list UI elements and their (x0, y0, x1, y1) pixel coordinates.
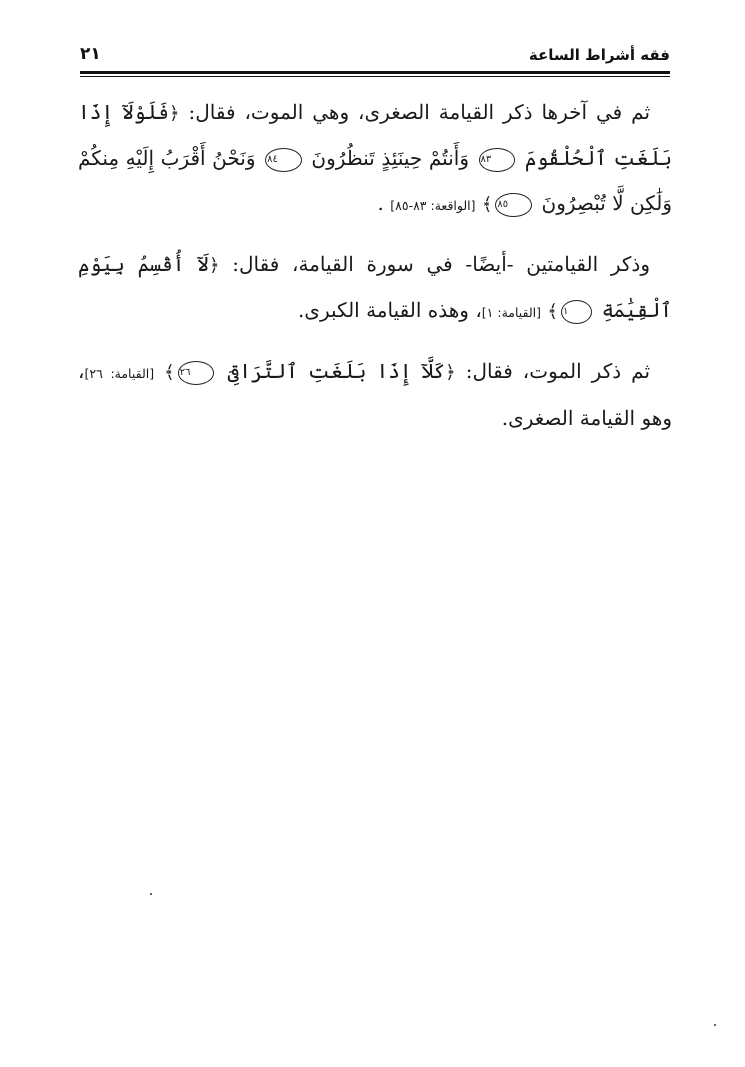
ornate-bracket-close: ﴾ (547, 301, 558, 322)
ayah-number-marker: ٢٦ (178, 361, 215, 385)
ayah-number-marker: ٨٥ (495, 193, 532, 217)
paragraph-3 (78, 349, 672, 441)
verse-reference: [القيامة: ٢٦] (84, 366, 155, 381)
paragraph-1 (78, 90, 672, 228)
ornate-bracket-close: ﴾ (164, 362, 175, 383)
quran-verse: لَآ أُقْسِمُ بِيَوْمِ ٱلْقِيَٰمَةِ (78, 252, 672, 322)
quran-verse: كَلَّآ إِذَا بَلَغَتِ ٱلتَّرَاقِىَ (227, 359, 446, 383)
verse-reference: [القيامة: ١] (481, 305, 542, 320)
ayah-number-marker: ١ (561, 300, 592, 324)
header-rule-thin (80, 76, 670, 77)
book-title: فقه أشراط الساعة (528, 46, 670, 64)
quran-verse: وَنَحْنُ أَقْرَبُ إِلَيْهِ مِنكُمْ وَلَٰكِن لَّا تُبْصِرُونَ (78, 146, 672, 215)
ornate-bracket-open: ﴿ (445, 362, 456, 383)
ayah-number-marker: ٨٤ (265, 148, 302, 172)
paragraph-2 (78, 242, 672, 335)
scan-speck (714, 1024, 716, 1026)
body-text (78, 90, 672, 455)
quran-verse: فَلَوْلَآ إِذَا بَلَغَتِ ٱلْحُلْقُومَ (78, 100, 673, 170)
header-rule-thick (80, 71, 670, 74)
paragraph-ending: . (377, 191, 384, 215)
paragraph-ending: ، وهو القيامة الصغرى. (78, 359, 672, 430)
verse-reference: [الواقعة: ٨٣-٨٥] (390, 198, 476, 213)
ayah-number-marker: ٨٣ (479, 148, 516, 172)
ornate-bracket-open: ﴿ (208, 255, 220, 276)
scan-speck (150, 893, 152, 895)
paragraph-intro: وذكر القيامتين -أيضًا- في سورة القيامة، فقال: (232, 252, 650, 276)
ornate-bracket-close: ﴾ (481, 194, 493, 215)
quran-verse: وَأَنتُمْ حِينَئِذٍ تَنظُرُونَ (311, 146, 469, 170)
running-header (80, 44, 670, 72)
paragraph-intro: ثم في آخرها ذكر القيامة الصغرى، وهي الموت، فقال: (188, 100, 651, 124)
ornate-bracket-open: ﴿ (168, 103, 180, 124)
paragraph-ending: ، وهذه القيامة الكبرى. (297, 298, 482, 322)
page-number: ٢١ (80, 44, 101, 64)
paragraph-intro: ثم ذكر الموت، فقال: (465, 359, 651, 383)
